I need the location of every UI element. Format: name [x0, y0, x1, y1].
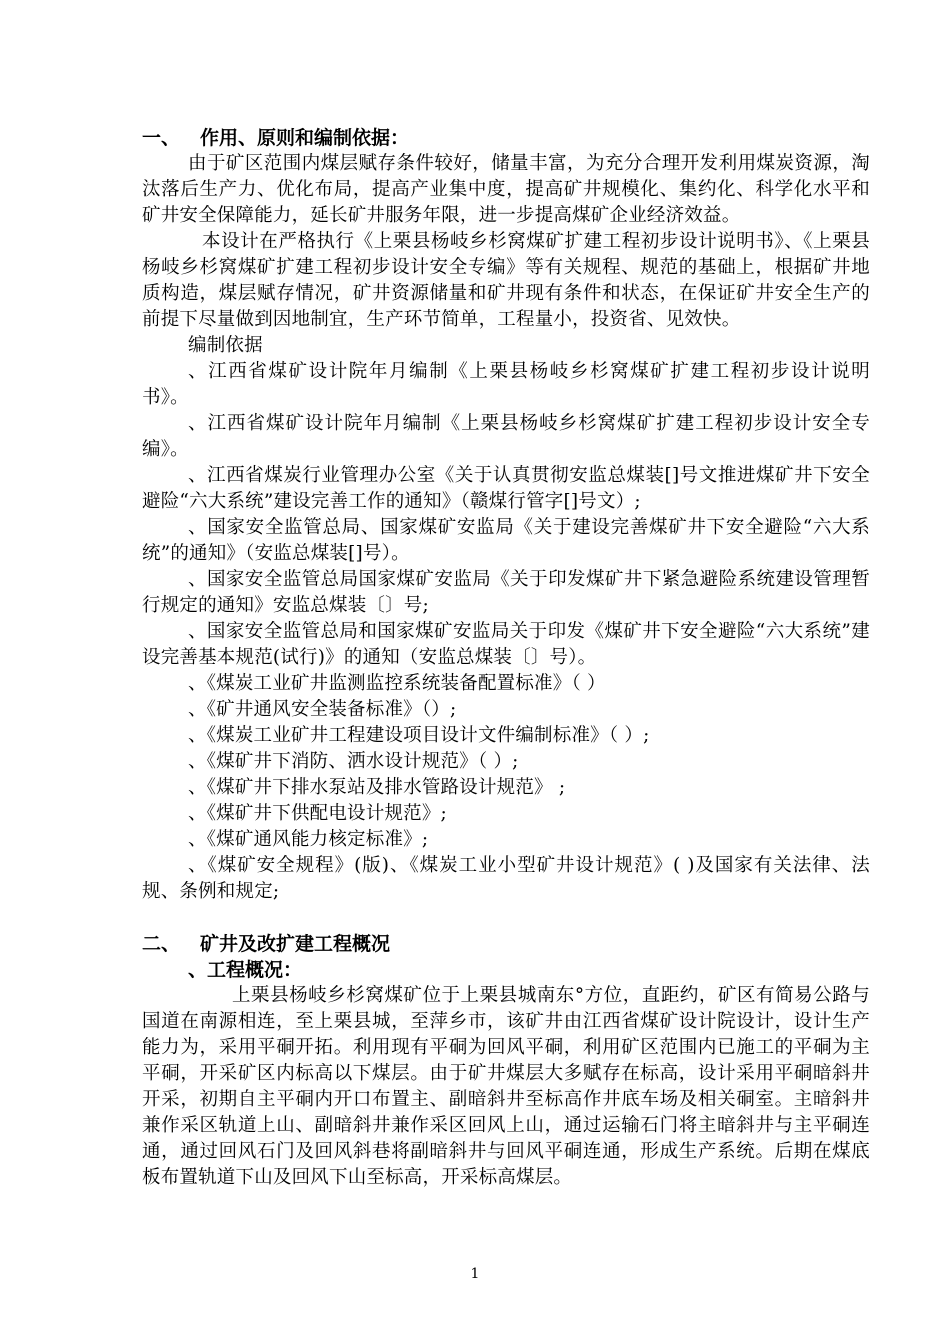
section-1-heading	[142, 125, 870, 151]
section-spacer	[142, 905, 870, 931]
basis-item-10: 、《煤矿井下消防、洒水设计规范》（ ）;	[188, 751, 519, 772]
basis-item-14: 、《煤矿安全规程》(版)、《煤炭工业小型矿井设计规范》( )及国家有关法律、法规、条例和规定;	[142, 855, 870, 902]
basis-item-7: 、《煤炭工业矿井监测监控系统装备配置标准》（ ）	[188, 673, 606, 694]
section-1-paragraph-1: 由于矿区范围内煤层赋存条件较好，储量丰富，为充分合理开发利用煤炭资源，淘汰落后生产力、优化布局，提高产业集中度，提高矿井规模化、集约化、科学化水平和矿井安全保障能力，延长矿井服务年限，进一步提高煤矿企业经济效益。	[142, 153, 870, 226]
section-2-title: 矿井及改扩建工程概况	[200, 933, 391, 955]
page-number: 1	[470, 1266, 480, 1282]
basis-item-5: 、国家安全监管总局国家煤矿安监局《关于印发煤矿井下紧急避险系统建设管理暂行规定的通知》安监总煤装〔〕号;	[142, 569, 870, 616]
basis-item-6: 、国家安全监管总局和国家煤矿安监局关于印发《煤矿井下安全避险“六大系统”建设完善基本规范(试行)》的通知（安监总煤装〔〕号）。	[142, 621, 870, 668]
section-2-heading	[142, 931, 870, 957]
basis-item-13: 、《煤矿通风能力核定标准》;	[188, 829, 429, 850]
basis-item-8: 、《矿井通风安全装备标准》（）;	[188, 699, 457, 720]
section-2-paragraph: 上栗县杨岐乡杉窝煤矿位于上栗县城南东°方位，直距约，矿区有简易公路与国道在南源相连，至上栗县城，至萍乡市，该矿井由江西省煤矿设计院设计，设计生产能力为，采用平硐开拓。利用现有平硐为回风平硐，利用矿区范围内已施工的平硐为主平硐，开采矿区内标高以下煤层。由于矿井煤层大多赋存在标高，设计采用平硐暗斜井开采，初期自主平硐内开口布置主、副暗斜井至标高作井底车场及相关硐室。主暗斜井兼作采区轨道上山、副暗斜井兼作采区回风上山，通过运输石门将主暗斜井与主平硐连通，通过回风石门及回风斜巷将副暗斜井与回风平硐连通，形成生产系统。后期在煤底板布置轨道下山及回风下山至标高，开采标高煤层。	[142, 985, 870, 1188]
basis-item-4: 、国家安全监管总局、国家煤矿安监局《关于建设完善煤矿井下安全避险“六大系统”的通知》（安监总煤装[]号）。	[142, 517, 870, 564]
page-content	[142, 125, 870, 1191]
basis-item-9: 、《煤炭工业矿井工程建设项目设计文件编制标准》（ ）;	[188, 725, 650, 746]
section-2-number: 二、	[142, 933, 181, 955]
basis-item-11: 、《煤矿井下排水泵站及排水管路设计规范》 ;	[188, 777, 566, 798]
basis-item-2: 、江西省煤矿设计院年月编制《上栗县杨岐乡杉窝煤矿扩建工程初步设计安全专编》。	[142, 413, 870, 460]
basis-title: 编制依据	[188, 335, 263, 356]
basis-item-12: 、《煤矿井下供配电设计规范》;	[188, 803, 447, 824]
basis-item-3: 、江西省煤炭行业管理办公室《关于认真贯彻安监总煤装[]号文推进煤矿井下安全避险“六大系统”建设完善工作的通知》（赣煤行管字[]号文）;	[142, 465, 870, 512]
section-1-paragraph-2: 本设计在严格执行《上栗县杨岐乡杉窝煤矿扩建工程初步设计说明书》、《上栗县杨岐乡杉窝煤矿扩建工程初步设计安全专编》等有关规程、规范的基础上，根据矿井地质构造，煤层赋存情况，矿井资源储量和矿井现有条件和状态，在保证矿井安全生产的前提下尽量做到因地制宜，生产环节简单，工程量小，投资省、见效快。	[142, 231, 870, 330]
section-1-title: 作用、原则和编制依据：	[200, 127, 410, 149]
section-1-number: 一、	[142, 127, 181, 149]
basis-item-1: 、江西省煤矿设计院年月编制《上栗县杨岐乡杉窝煤矿扩建工程初步设计说明书》。	[142, 361, 870, 408]
section-2-subtitle: 、工程概况：	[188, 959, 303, 981]
